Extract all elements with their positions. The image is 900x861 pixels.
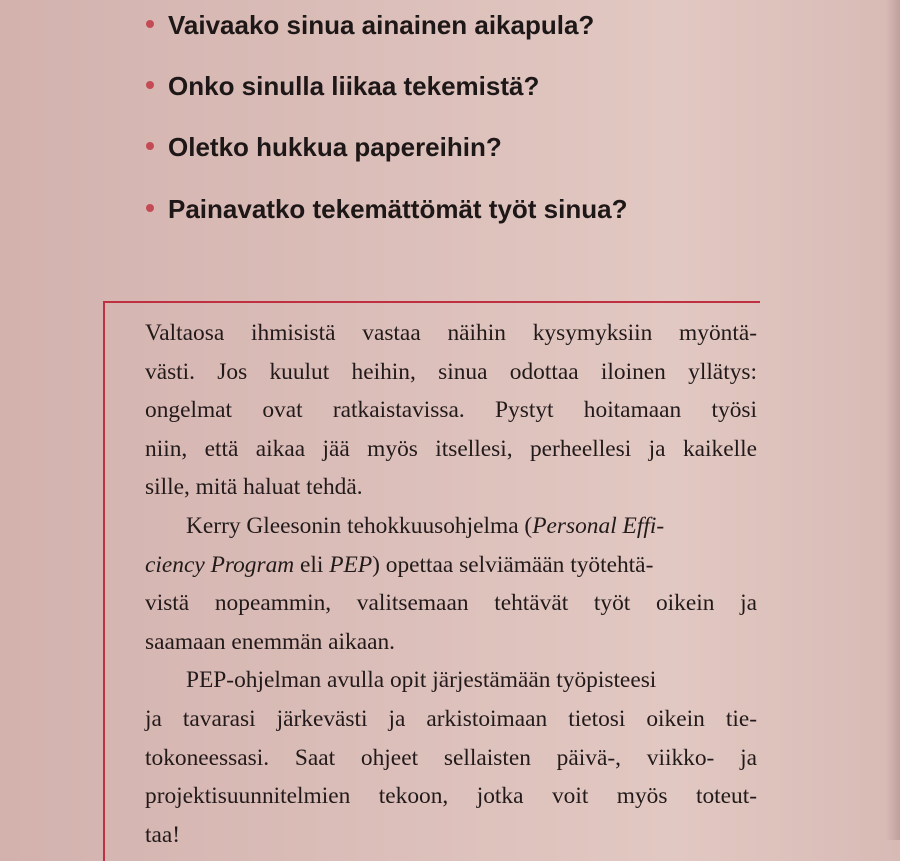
question-text: Painavatko tekemättömät työt sinua? [168,194,628,224]
text-line: vistä nopeammin, valitsemaan tehtävät työt oikein ja [145,590,757,617]
text-run: eli [294,551,330,578]
text-line: PEP-ohjelman avulla opit järjestämään työpisteesi [186,667,657,694]
question-item [146,12,594,38]
text-line: ongelmat ovat ratkaistavissa. Pystyt hoitamaan työsi [145,397,757,424]
program-name-italic: ciency Program [145,551,295,578]
question-text: Onko sinulla liikaa tekemistä? [168,71,540,101]
text-line: västi. Jos kuulut heihin, sinua odottaa iloinen yllätys: [145,358,757,385]
text-run: ) opettaa selviämään työtehtä- [372,551,654,578]
question-item [146,73,539,99]
text-line: taa! [145,821,181,848]
text-line: ja tavarasi järkevästi ja arkistoimaan tietosi oikein tie- [145,705,757,732]
text-line: saamaan enemmän aikaan. [145,628,396,655]
text-line: sille, mitä haluat tehdä. [145,474,363,501]
page-edge-shadow [886,0,900,840]
text-line: tokoneessasi. Saat ohjeet sellaisten päivä-, viikko- ja [145,744,757,771]
text-line: projektisuunnitelmien tekoon, jotka voit myös toteut- [145,783,757,810]
question-item [146,134,502,160]
bullet-icon [146,204,154,212]
frame-top-rule [103,301,760,303]
description-text [145,314,765,854]
bullet-icon [146,142,154,150]
text-run: Kerry Gleesonin tehokkuusohjelma ( [186,512,533,539]
question-text: Oletko hukkua papereihin? [168,132,502,162]
bullet-icon [146,20,154,28]
text-line: Valtaosa ihmisistä vastaa näihin kysymyksiin myöntä- [145,320,757,346]
question-text: Vaivaako sinua ainainen aikapula? [168,10,595,40]
program-name-italic: Personal Effi- [532,512,665,539]
text-line [145,546,765,585]
text-line [145,507,765,546]
text-line: niin, että aikaa jää myös itsellesi, perheellesi ja kaikelle [145,435,757,462]
pep-abbrev-italic: PEP [329,551,373,578]
bullet-icon [146,81,154,89]
frame-left-rule [103,301,105,861]
question-item [146,196,627,222]
